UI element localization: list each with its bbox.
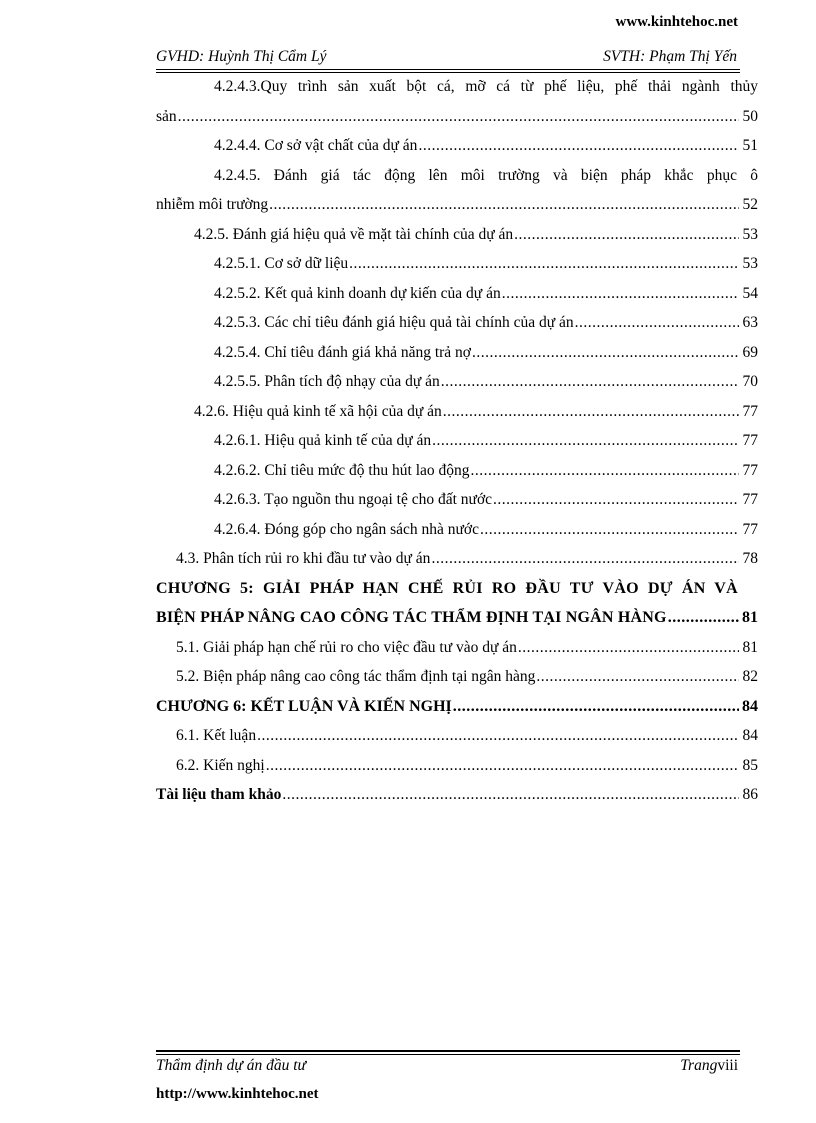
toc-leader-dots	[441, 367, 739, 397]
toc-leader-dots	[266, 751, 739, 781]
toc-leader-dots	[178, 102, 739, 132]
toc-chapter-5[interactable]	[156, 574, 761, 604]
toc-leader-dots	[431, 544, 739, 574]
footer-title: Thẩm định dự án đầu tư	[156, 1057, 306, 1074]
footer-page-number: viii	[717, 1057, 738, 1074]
toc-page-number: 86	[742, 786, 758, 803]
toc-entry[interactable]: 4.2.4.3.Quy trình sản xuất bột cá, mỡ cá từ phế liệu, phế thải ngành thủy	[214, 78, 758, 95]
footer-divider	[156, 1050, 740, 1052]
toc-entry-label: 5.2. Biện pháp nâng cao công tác thẩm định tại ngân hàng	[176, 668, 536, 685]
toc-page-number: 85	[742, 756, 758, 774]
toc-leader-dots	[472, 338, 739, 368]
toc-entry[interactable]	[156, 456, 761, 486]
toc-page-number: 77	[742, 402, 758, 420]
toc-entry[interactable]	[156, 485, 761, 515]
toc-entry[interactable]	[156, 515, 761, 545]
page-footer	[156, 1057, 738, 1075]
toc-page-number: 53	[742, 255, 758, 272]
toc-entry[interactable]	[156, 426, 761, 456]
toc-page-number: 81	[742, 609, 758, 626]
toc-leader-dots	[432, 426, 739, 456]
toc-leader-dots	[514, 220, 739, 250]
header-divider	[156, 69, 740, 70]
toc-entry[interactable]	[156, 544, 761, 574]
toc-entry[interactable]	[156, 308, 761, 338]
toc-chapter-6[interactable]	[156, 692, 761, 722]
toc-leader-dots	[471, 456, 739, 486]
toc-entry[interactable]	[156, 633, 761, 663]
toc-entry-label: nhiễm môi trường	[156, 196, 269, 213]
toc-entry[interactable]	[156, 131, 761, 161]
footer-divider-thin	[156, 1054, 740, 1055]
toc-leader-dots	[668, 603, 739, 633]
toc-page-number: 84	[742, 727, 758, 744]
site-url-top: www.kinhtehoc.net	[615, 14, 738, 30]
toc-entry[interactable]: 4.2.4.5. Đánh giá tác động lên môi trường và biện pháp khắc phục ô	[214, 166, 758, 184]
site-url-bottom[interactable]: http://www.kinhtehoc.net	[156, 1086, 319, 1102]
toc-entry-label: sản	[156, 107, 177, 125]
toc-chapter-5-continuation[interactable]	[156, 603, 761, 633]
table-of-contents	[156, 72, 761, 810]
toc-references[interactable]	[156, 780, 761, 810]
footer-page	[680, 1057, 738, 1075]
page-header	[156, 48, 737, 66]
toc-entry[interactable]	[156, 249, 761, 279]
toc-entry-label: 4.2.4.4. Cơ sở vật chất của dự án	[214, 137, 418, 154]
toc-chapter-title: CHƯƠNG 5: GIẢI PHÁP HẠN CHẾ RỦI RO ĐẦU TƯ VÀO DỰ ÁN VÀ	[156, 579, 738, 597]
toc-leader-dots	[453, 692, 739, 722]
toc-page-number: 70	[742, 373, 758, 390]
toc-page-number: 50	[742, 107, 758, 125]
footer-page-label: Trang	[680, 1057, 718, 1074]
toc-entry-label: 4.2.5.5. Phân tích độ nhạy của dự án	[214, 373, 440, 390]
toc-page-number: 82	[742, 668, 758, 685]
toc-page-number: 53	[742, 225, 758, 243]
toc-entry[interactable]	[156, 279, 761, 309]
toc-page-number: 77	[742, 432, 758, 449]
toc-entry[interactable]	[156, 367, 761, 397]
toc-entry-continuation[interactable]	[156, 102, 761, 132]
toc-leader-dots	[418, 131, 739, 161]
toc-entry-label: 5.1. Giải pháp hạn chế rủi ro cho việc đầu tư vào dự án	[176, 638, 517, 656]
toc-chapter-title: BIỆN PHÁP NÂNG CAO CÔNG TÁC THẨM ĐỊNH TẠI NGÂN HÀNG	[156, 609, 667, 626]
toc-page-number: 69	[742, 343, 758, 361]
toc-entry[interactable]	[156, 721, 761, 751]
toc-page-number: 77	[742, 461, 758, 479]
toc-entry[interactable]	[156, 338, 761, 368]
toc-page-number: 51	[742, 137, 758, 154]
toc-entry-label: 4.2.5. Đánh giá hiệu quả về mặt tài chính của dự án	[194, 225, 514, 243]
header-student: SVTH: Phạm Thị Yến	[603, 48, 737, 65]
toc-entry-label: 4.2.5.1. Cơ sở dữ liệu	[214, 255, 349, 272]
toc-entry-label: 4.2.5.4. Chỉ tiêu đánh giá khả năng trả nợ	[214, 343, 472, 361]
toc-leader-dots	[536, 662, 739, 692]
toc-leader-dots	[257, 721, 739, 751]
toc-leader-dots	[282, 780, 739, 810]
toc-page-number: 78	[742, 550, 758, 567]
toc-leader-dots	[518, 633, 739, 663]
toc-page-number: 84	[742, 697, 758, 715]
toc-entry[interactable]	[156, 662, 761, 692]
toc-leader-dots	[493, 485, 739, 515]
toc-entry-label: 6.2. Kiến nghị	[176, 756, 265, 774]
toc-entry-label: 4.2.5.2. Kết quả kinh doanh dự kiến của dự án	[214, 284, 501, 302]
toc-page-number: 77	[742, 491, 758, 508]
toc-leader-dots	[575, 308, 739, 338]
toc-entry-label: 4.2.6. Hiệu quả kinh tế xã hội của dự án	[194, 402, 442, 420]
toc-entry-label: 4.2.6.2. Chỉ tiêu mức độ thu hút lao động	[214, 461, 470, 479]
toc-entry-continuation[interactable]	[156, 190, 761, 220]
toc-leader-dots	[502, 279, 739, 309]
toc-page-number: 54	[742, 284, 758, 302]
toc-entry[interactable]	[156, 751, 761, 781]
toc-page-number: 63	[742, 314, 758, 331]
toc-entry-label: Tài liệu tham khảo	[156, 786, 282, 803]
toc-entry[interactable]	[156, 220, 761, 250]
toc-page-number: 52	[742, 196, 758, 213]
toc-entry-label: 4.2.6.3. Tạo nguồn thu ngoại tệ cho đất nước	[214, 491, 493, 508]
toc-chapter-title: CHƯƠNG 6: KẾT LUẬN VÀ KIẾN NGHỊ	[156, 697, 452, 715]
toc-entry-label: 4.2.6.4. Đóng góp cho ngân sách nhà nước	[214, 520, 479, 538]
header-supervisor: GVHD: Huỳnh Thị Cẩm Lý	[156, 48, 327, 65]
toc-leader-dots	[480, 515, 739, 545]
toc-page-number: 81	[742, 638, 758, 656]
toc-leader-dots	[269, 190, 739, 220]
toc-entry-label: 6.1. Kết luận	[176, 727, 257, 744]
toc-entry-label: 4.2.6.1. Hiệu quả kinh tế của dự án	[214, 432, 432, 449]
toc-entry-label: 4.3. Phân tích rủi ro khi đầu tư vào dự án	[176, 550, 431, 567]
toc-leader-dots	[443, 397, 739, 427]
toc-entry[interactable]	[156, 397, 761, 427]
toc-leader-dots	[349, 249, 739, 279]
toc-entry-label: 4.2.5.3. Các chỉ tiêu đánh giá hiệu quả tài chính của dự án	[214, 314, 574, 331]
toc-page-number: 77	[742, 520, 758, 538]
